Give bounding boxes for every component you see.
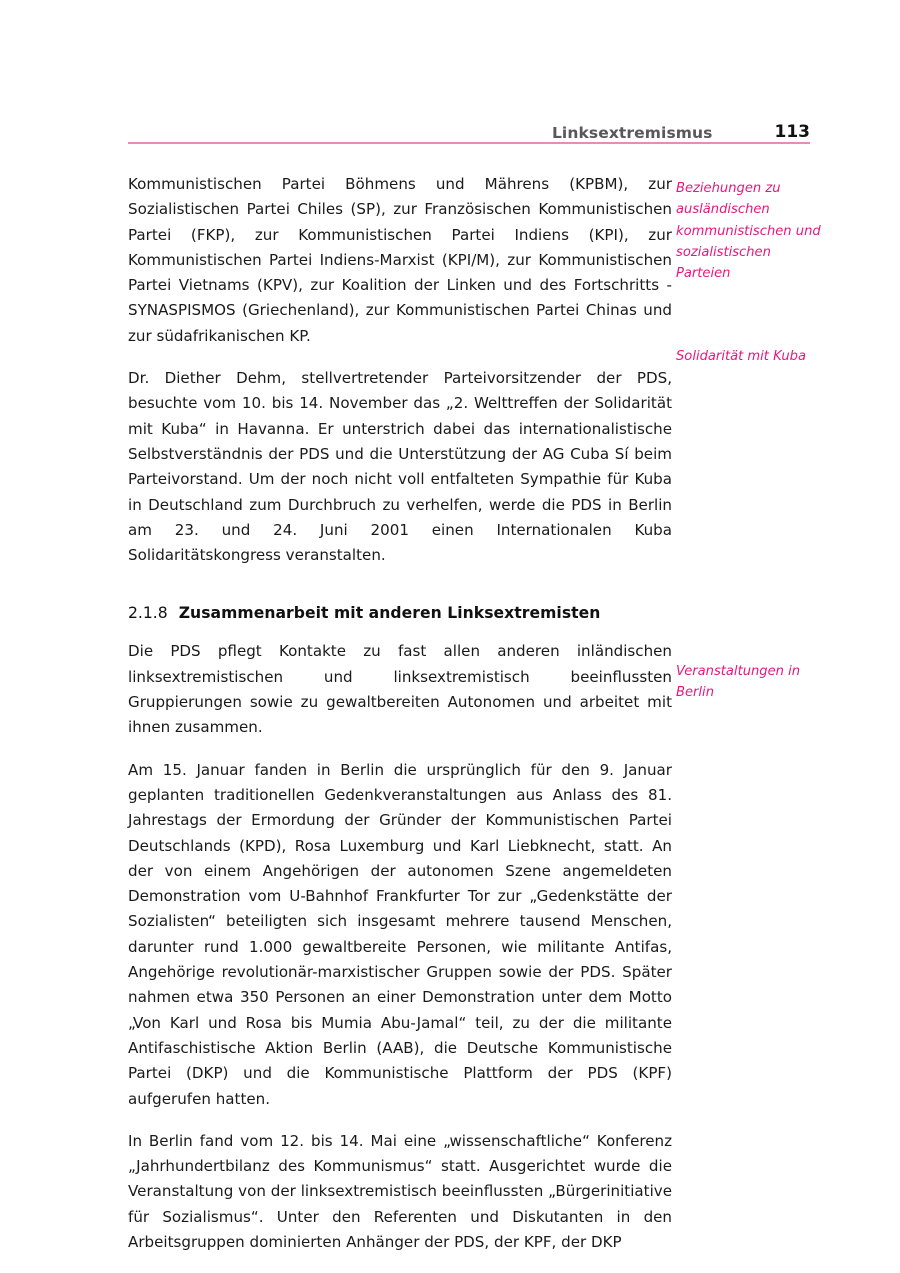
section-heading	[128, 601, 672, 625]
section-title: Zusammenarbeit mit anderen Linksextremisten	[178, 604, 601, 623]
paragraph-berlin-january-events: Am 15. Januar fanden in Berlin die ursprünglich für den 9. Januar geplanten traditionellen Gedenkveranstaltungen aus Anlass des 81. Jahrestags der Ermordung der Gründer der Kommunistischen Partei Deutschlands (KPD), Rosa Luxemburg und Karl Liebknecht, statt. An der von einem Angehörigen der autonomen Szene angemeldeten Demonstration vom U-Bahnhof Frankfurter Tor zur „Gedenkstätte der Sozialisten“ beteiligten sich insgesamt mehrere tausend Menschen, darunter rund 1.000 gewaltbereite Personen, wie militante Antifas, Angehörige revolutionär-marxistischer Gruppen sowie der PDS. Später nahmen etwa 350 Personen an einer Demonstration unter dem Motto „Von Karl und Rosa bis Mumia Abu-Jamal“ teil, zu der die militante Antifaschistische Aktion Berlin (AAB), die Deutsche Kommunistische Partei (DKP) und die Kommunistische Plattform der PDS (KPF) aufgerufen hatten.	[128, 760, 672, 1108]
paragraph-dehm-cuba: Dr. Diether Dehm, stellvertretender Parteivorsitzender der PDS, besuchte vom 10. bis 14. November das „2. Welttreffen der Solidarität mit Kuba“ in Havanna. Er unterstrich dabei das internationalistische Selbstverständnis der PDS und die Unterstützung der AG Cuba Sí beim Parteivorstand. Um der noch nicht voll entfalteten Sympathie für Kuba in Deutschland zum Durchbruch zu verhelfen, werde die PDS in Berlin am 23. und 24. Juni 2001 einen Internationalen Kuba Solidaritätskongress veranstalten.	[128, 369, 672, 565]
margin-note-berlin-events: Veranstaltungen in Berlin	[676, 664, 801, 701]
margin-note-cuba-solidarity: Solidarität mit Kuba	[676, 349, 806, 364]
main-text-column	[128, 172, 672, 1255]
running-header	[128, 112, 810, 142]
running-head-title: Linksextremismus	[551, 124, 713, 142]
paragraph-berlin-may-conference: In Berlin fand vom 12. bis 14. Mai eine „wissenschaftliche“ Konferenz „Jahrhundertbilanz des Kommunismus“ statt. Ausgerichtet wurde die Veranstaltung von der linksextremistisch beeinflussten „Bürgerinitiative für Sozialismus“. Unter den Referenten und Diskutanten in den Arbeitsgruppen dominierten Anhänger der PDS, der KPF, der DKP	[128, 1131, 672, 1251]
section-number: 2.1.8	[128, 604, 168, 623]
page-number: 113	[774, 122, 810, 142]
paragraph-pds-contacts: Die PDS pflegt Kontakte zu fast allen anderen inländischen linksextremistischen und linksextremistisch beeinflussten Gruppierungen sowie zu gewaltbereiten Autonomen und arbeitet mit ihnen zusammen.	[128, 642, 672, 737]
header-divider-rule	[128, 142, 810, 144]
margin-note-foreign-parties: Beziehungen zu ausländischen kommunistischen und sozialistischen Parteien	[676, 181, 821, 282]
paragraph-foreign-parties: Kommunistischen Partei Böhmens und Mährens (KPBM), zur Sozialistischen Partei Chiles (SP), zur Französischen Kommunistischen Partei (FKP), zur Kommunistischen Partei Indiens (KPI), zur Kommunistischen Partei Indiens-Marxist (KPI/M), zur Kommunistischen Partei Vietnams (KPV), zur Koalition der Linken und des Fortschritts - SYNASPISMOS (Griechenland), zur Kommunistischen Partei Chinas und zur südafrikanischen KP.	[128, 175, 672, 345]
